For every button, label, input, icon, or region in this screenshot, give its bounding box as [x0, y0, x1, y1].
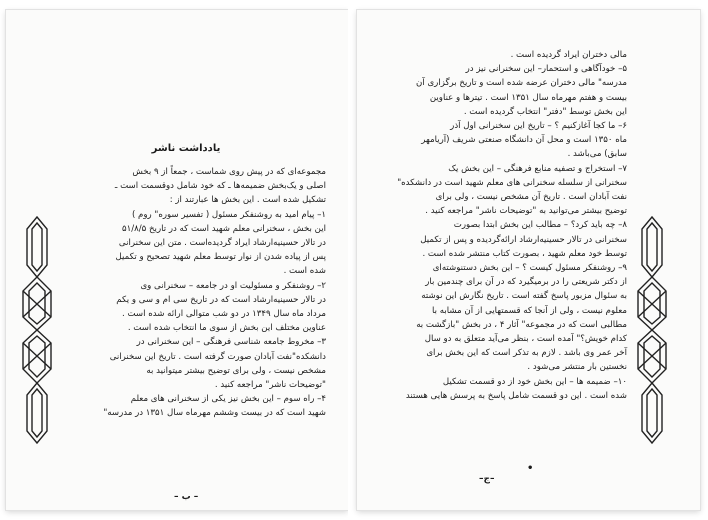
- text-line: این بخش ، سخنرانی معلم شهید است که در تاریخ ۵۱/۸/۵: [122, 223, 326, 234]
- text-line: دانشکده"نفت آبادان صورت گرفته است . تاریخ این سخنرانی: [109, 351, 326, 362]
- text-line: ۱– پیام امید به روشنفکر مسئول ( تفسیر سوره" روم ): [131, 209, 326, 220]
- text-line: مشخص نیست ، ولی برای توضیح بیشتر میتوانید به: [146, 365, 326, 376]
- text-line: ۴– راه سوم – این بخش نیز یکی از سخنرانی های معلم: [130, 394, 326, 405]
- text-line: شهید است که در بیست وششم مهرماه سال ۱۳۵۱ در مدرسه": [103, 408, 326, 419]
- text-line: اصلی و یک‌بخش ضمیمه‌ها ـ که خود شامل دوقسمت است ـ: [114, 181, 326, 192]
- text-line: توسط خود معلم شهید ، بصورت کتاب منتشر شده است .: [422, 248, 627, 259]
- text-line: در تالار حسینیه‌ارشاد است که در تاریخ سی ام و سی و یکم: [116, 294, 326, 305]
- book-gutter: [348, 0, 357, 520]
- text-line: شده است . این دو قسمت شامل پاسخ به پرسش هایی هستند: [405, 390, 627, 401]
- text-line: ۱۰– ضمیمه ها – این بخش خود از دو قسمت تشکیل: [442, 376, 627, 387]
- text-line: نخستین بار منتشر می‌شود .: [527, 362, 627, 373]
- text-line: معلوم نیست ، ولی از آنجا که قسمتهایی از آن مشابه با: [432, 305, 627, 316]
- text-line: نفت آبادان است . تاریخ آن مشخص نیست ، ولی برای: [435, 192, 627, 203]
- text-line: ماه ۱۳۵۰ است و محل آن دانشگاه صنعتی شریف (آریامهر: [421, 135, 627, 146]
- text-line: مطالبی است که در مجموعه" آثار ۴ ، در بخش "بازگشت به: [416, 319, 627, 330]
- text-line: تشکیل شده است . این بخش ها عبارتند از :: [169, 195, 326, 206]
- text-line: مدرسه" مالی دختران عرضه شده است و تاریخ برگزاری آن: [416, 78, 627, 89]
- text-line: سابق) می‌باشد .: [567, 149, 627, 160]
- text-line: آخر عمر وی باشد . لازم به تذکر است که این بخش برای: [426, 348, 627, 359]
- text-line: سخنرانی در تالار حسینیه‌ارشاد ارائه‌گردیده و پس از تکمیل: [420, 234, 627, 245]
- text-line: "توضیحات ناشر" مراجعه کنید .: [214, 380, 326, 391]
- text-line: عناوین مختلف این بخش از سوی ما انتخاب شده است .: [127, 323, 326, 334]
- text-line: از دکتر شریعتی را در برمیگیرد که در آن برای چندمین بار: [425, 277, 627, 288]
- text-line: در تالار حسینیه‌ارشاد ایراد گردیده‌است . متن این سخنرانی: [118, 238, 326, 249]
- text-line: به سئوال مزبور پاسخ گفته است . تاریخ نگارش این نوشته: [421, 291, 627, 302]
- left-page: [6, 10, 348, 510]
- right-page-body: [381, 48, 627, 403]
- knot-ornament-icon: [20, 215, 54, 445]
- text-line: ۸– چه باید کرد؟ – مطالب این بخش ابتدا بصورت: [453, 220, 627, 231]
- text-line: پس از پیاده شدن از نوار توسط معلم شهید تصحیح و تکمیل: [115, 252, 326, 263]
- page-number: –ج–: [479, 474, 495, 484]
- text-line: مجموعه‌ای که در پیش روی شماست ، جمعاً از ۹ بخش: [132, 167, 326, 177]
- text-line: ۹– روشنفکر مسئول کیست ؟ – این بخش دستنوشته‌ای: [432, 263, 627, 274]
- text-line: شده است .: [283, 266, 326, 277]
- text-line: بیست و هفتم مهرماه سال ۱۳۵۱ است . تیترها و عناوین: [429, 92, 627, 103]
- text-line: مالی دختران ایراد گردیده است .: [510, 50, 627, 60]
- text-line: مرداد ماه سال ۱۳۴۹ در دو شب متوالی ارائه شده است .: [122, 309, 326, 320]
- knot-ornament-icon: [635, 215, 669, 445]
- text-line: سخنرانی از سلسله سخنرانی های معلم شهید است در دانشکده": [397, 177, 627, 188]
- page-mark: •: [527, 463, 534, 474]
- text-line: ۶– ما کجا آغازکنیم ؟ – تاریخ این سخنرانی اول آذر: [450, 121, 627, 132]
- text-line: ۵– خودآگاهی و استحمار– این سخنرانی نیز در: [465, 64, 627, 75]
- publisher-note-heading: یادداشت ناشر: [151, 143, 221, 154]
- text-line: ۷– استخراج و تصفیه منابع فرهنگی – این بخش یک: [448, 163, 627, 174]
- text-line: ۳– مخروط جامعه شناسی فرهنگی – این سخنرانی در: [136, 337, 326, 348]
- right-page: [357, 10, 700, 510]
- text-line: کدام خویش؟" آمده است ، بنظر می‌آید متعلق به دو سال: [424, 334, 627, 345]
- page-number: – ب –: [174, 492, 199, 502]
- left-page-body: [62, 165, 326, 421]
- text-line: این بخش توسط "دفتر" انتخاب گردیده است .: [463, 106, 627, 117]
- text-line: توضیح بیشتر می‌توانید به "توضیحات ناشر" مراجعه کنید .: [425, 206, 627, 217]
- text-line: ۲– روشنفکر و مسئولیت او در جامعه – سخنرانی وی: [140, 280, 326, 291]
